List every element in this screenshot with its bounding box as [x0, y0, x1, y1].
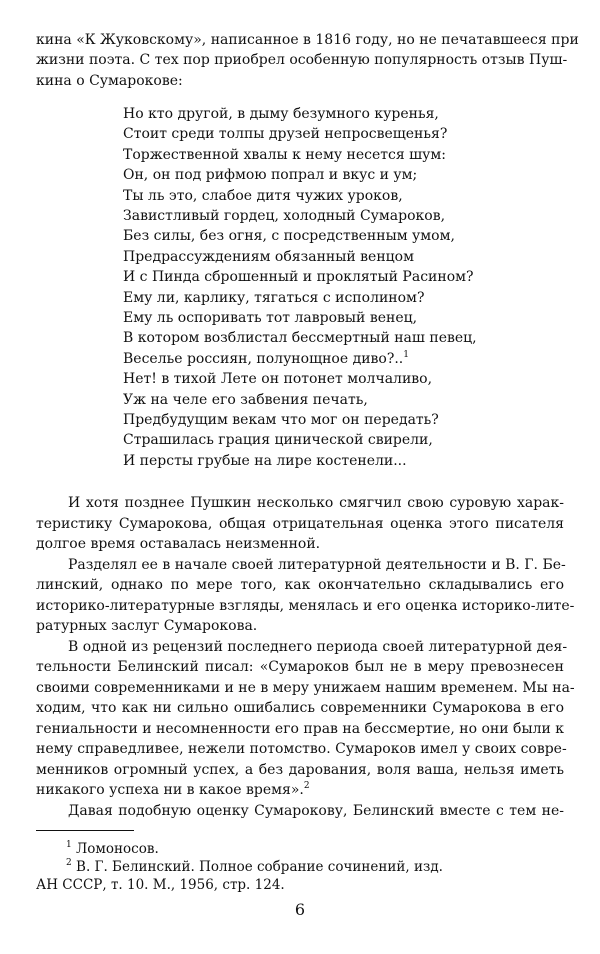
- poem-line: Предрассуждениям обязанный венцом: [123, 248, 414, 265]
- poem-line: Предбудущим векам что мог он передать?: [123, 411, 439, 428]
- para3-line: тельности Белинский писал: «Сумароков был не в меру превознесен: [36, 659, 564, 676]
- footnotes: [36, 840, 564, 894]
- para2-line: ратурных заслуг Сумарокова.: [36, 618, 258, 635]
- poem-line: Стоит среди толпы друзей непросвещенья?: [123, 126, 448, 143]
- poem-line: Нет! в тихой Лете он потонет молчаливо,: [123, 371, 433, 388]
- para3-line: менников огромный успех, а без дарования, воля ваша, нельзя иметь: [36, 761, 564, 778]
- para3-line: В одной из рецензий последнего периода своей литературной дея-: [68, 638, 568, 655]
- footnote-2-continuation: АН СССР, т. 10. М., 1956, стр. 124.: [36, 877, 285, 894]
- para4-line: Давая подобную оценку Сумарокову, Белинский вместе с тем не-: [68, 802, 564, 819]
- footnote-1: [36, 840, 564, 858]
- para2-line: историко-литературные взгляды, менялась и его оценка историко-лите-: [36, 597, 575, 614]
- footnote-divider: [36, 830, 134, 831]
- para3-line-text: никакого успеха ни в какое время».: [36, 782, 304, 799]
- footnote-2: [36, 858, 564, 876]
- page-number: 6: [294, 900, 306, 919]
- poem-line: Но кто другой, в дыму безумного куренья,: [123, 105, 439, 122]
- para2-line: Разделял ее в начале своей литературной деятельности и В. Г. Бе-: [68, 556, 566, 573]
- para1-line: долгое время оставалась неизменной.: [36, 536, 321, 553]
- poem-line: В котором возблистал бессмертный наш певец,: [123, 330, 477, 347]
- footnote-number: 2: [66, 858, 72, 869]
- poem-line: Торжественной хвалы к нему несется шум:: [123, 146, 446, 163]
- footnote-text: В. Г. Белинский. Полное собрание сочинений, изд.: [76, 859, 443, 876]
- intro-paragraph: [36, 30, 579, 91]
- para3-line: нему справедливее, нежели потомство. Сумароков имел у своих совре-: [36, 741, 567, 758]
- para3-line: [36, 780, 564, 801]
- poem-line: Ты ль это, слабое дитя чужих уроков,: [123, 187, 403, 204]
- intro-line: кина «К Жуковскому», написанное в 1816 году, но не печатавшееся при: [36, 32, 579, 48]
- footnote-marker: 1: [403, 349, 409, 360]
- footnote-text: Ломоносов.: [76, 841, 159, 858]
- footnote-marker: 2: [303, 781, 310, 792]
- intro-line: жизни поэта. С тех пор приобрел особенную популярность отзыв Пуш-: [36, 52, 568, 69]
- para3-line: гениальности и несомненности его прав на бессмертие, но они были к: [36, 720, 565, 737]
- para3-line: своими современниками и не в меру унижаем нашим временем. Мы на-: [36, 679, 575, 696]
- para1-line: теристику Сумарокова, общая отрицательная оценка этого писателя: [36, 515, 564, 532]
- body-text: [36, 493, 575, 821]
- poem-quote: [123, 104, 564, 471]
- poem-line: Страшилась грация цинической свирели,: [123, 432, 433, 449]
- poem-line: Ему ль оспоривать тот лавровый венец,: [123, 309, 418, 326]
- intro-line: кина о Сумарокове:: [36, 72, 183, 89]
- para3-line: ходим, что как ни сильно ошибались современники Сумарокова в его: [36, 700, 564, 717]
- poem-line: Без силы, без огня, с посредственным умом,: [123, 228, 455, 245]
- poem-line: Завистливый гордец, холодный Сумароков,: [123, 207, 446, 224]
- poem-line: [123, 349, 564, 369]
- para2-line: линский, однако по мере того, как окончательно складывались его: [36, 577, 564, 594]
- poem-line-text: Веселье россиян, полунощное диво?..: [123, 350, 404, 367]
- footnote-number: 1: [66, 840, 72, 851]
- poem-line: Он, он под рифмою попрал и вкус и ум;: [123, 167, 418, 184]
- poem-line: Уж на челе его забвения печать,: [123, 391, 368, 408]
- poem-line: Ему ли, карлику, тягаться с исполином?: [123, 289, 425, 306]
- poem-line: И персты грубые на лире костенели...: [123, 452, 407, 469]
- para1-line: И хотя позднее Пушкин несколько смягчил свою суровую харак-: [68, 495, 564, 512]
- poem-line: И с Пинда сброшенный и проклятый Расином?: [123, 269, 474, 286]
